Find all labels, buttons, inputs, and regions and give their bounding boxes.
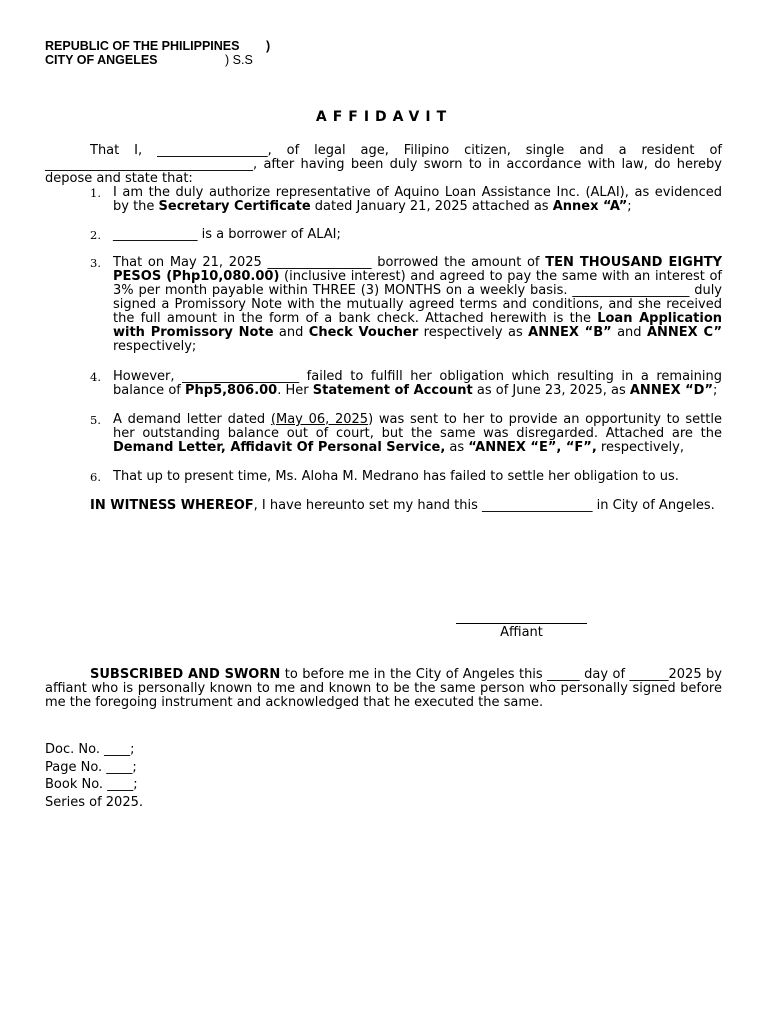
statement-item-2 [45, 228, 722, 242]
statement-item-1 [45, 186, 722, 214]
item-number: 2. [90, 228, 101, 242]
caption-ss: ) S.S [225, 53, 253, 67]
series: Series of 2025. [45, 794, 143, 810]
page-no: Page No. ____; [45, 759, 137, 775]
statement-item-4 [45, 370, 722, 398]
item-text: and [611, 325, 647, 340]
item-text: respectively as [418, 325, 529, 340]
item-text: respectively, [596, 440, 684, 455]
item-text: dated January 21, 2025 attached as [310, 199, 553, 214]
item-number: 1. [90, 186, 101, 200]
item-text: _____________ is a borrower of ALAI; [113, 227, 341, 242]
caption-republic: REPUBLIC OF THE PHILIPPINES [45, 39, 240, 53]
item-bold: Secretary Certificate [158, 199, 311, 214]
caption-line-republic [45, 39, 271, 53]
item-bold: Statement of Account [312, 383, 473, 398]
statement-item-3 [45, 256, 722, 354]
doc-no: Doc. No. ____; [45, 742, 135, 757]
venue-caption [45, 39, 271, 67]
jurat-bold: SUBSCRIBED AND SWORN [90, 667, 281, 682]
item-bold: Annex “A” [552, 199, 628, 214]
item-bold: ANNEX “B” [528, 325, 612, 340]
notarial-register [45, 741, 143, 811]
item-bold: ANNEX “D” [629, 383, 714, 398]
item-number: 4. [90, 370, 101, 384]
intro-paragraph: That I, _________________, of legal age, Filipino citizen, single and a resident of ________________________________, after having been duly sworn to in accordance with law, do hereby depose and state that: [45, 143, 722, 186]
item-text: A demand letter dated [113, 412, 271, 427]
item-text: That on May 21, 2025 ________________ borrowed the amount of [113, 255, 546, 270]
item-text: as [445, 440, 469, 455]
caption-line-city [45, 53, 253, 67]
item-bold: Demand Letter, Affidavit Of Personal Service, [113, 440, 446, 455]
jurat-text: to before me in the City of Angeles this _____ day of ______2025 by affiant who is personally known to me and known to be the same person who personally signed before me the foregoing instrument and acknowledged that he executed the same. [45, 667, 722, 710]
item-text: I am the duly authorize representative of Aquino Loan Assistance Inc. (ALAI), as evidenced by the [113, 185, 722, 214]
jurat-paragraph [45, 668, 722, 710]
witness-text: , I have hereunto set my hand this _________________ in City of Angeles. [253, 498, 715, 513]
item-text: respectively; [113, 339, 197, 354]
affiant-label: Affiant [500, 625, 543, 640]
caption-paren: ) [266, 39, 271, 53]
item-bold: ANNEX C” [646, 325, 723, 340]
statement-item-6 [45, 470, 722, 484]
item-text: ; [627, 199, 632, 214]
affiant-signature-block [456, 612, 587, 640]
item-text: . Her [277, 383, 313, 398]
item-text: ; [713, 383, 718, 398]
document-title: AFFIDAVIT [315, 109, 453, 125]
item-text: However, __________________ failed to fulfill her obligation which resulting in a remaining balance of [113, 369, 722, 398]
affidavit-body [45, 144, 722, 526]
item-underlined-date: (May 06, 2025 [270, 412, 369, 427]
item-bold: Php5,806.00 [184, 383, 278, 398]
item-number: 3. [90, 256, 101, 270]
item-number: 6. [90, 470, 101, 484]
item-bold: TEN THOUSAND EIGHTY PESOS (Php10,080.00) [113, 255, 722, 284]
statement-item-5 [45, 413, 722, 455]
item-number: 5. [90, 413, 101, 427]
item-text: That up to present time, Ms. Aloha M. Medrano has failed to settle her obligation to us. [113, 469, 679, 484]
item-bold: Check Voucher [308, 325, 419, 340]
item-text: as of June 23, 2025, as [472, 383, 630, 398]
item-text: and [273, 325, 309, 340]
book-no: Book No. ____; [45, 777, 138, 792]
item-bold: Loan Application with Promissory Note [113, 311, 723, 340]
caption-city: CITY OF ANGELES [45, 53, 158, 67]
item-text: (inclusive interest) and agreed to pay the same with an interest of 3% per month payable within THREE (3) MONTHS on a weekly basis. __________________ duly signed a Promissory Note with the mutually agreed terms and conditions, and she received the full amount in the form of a bank check. Attached herewith is the [113, 269, 722, 326]
witness-paragraph [45, 499, 722, 513]
item-bold: “ANNEX “E”, “F”, [468, 440, 597, 455]
signature-line [456, 612, 587, 624]
witness-bold: IN WITNESS WHEREOF [90, 498, 254, 513]
item-text: ) was sent to her to provide an opportunity to settle her outstanding balance out of court, but the same was disregarded. Attached are the [113, 412, 722, 441]
statement-list [45, 186, 722, 484]
